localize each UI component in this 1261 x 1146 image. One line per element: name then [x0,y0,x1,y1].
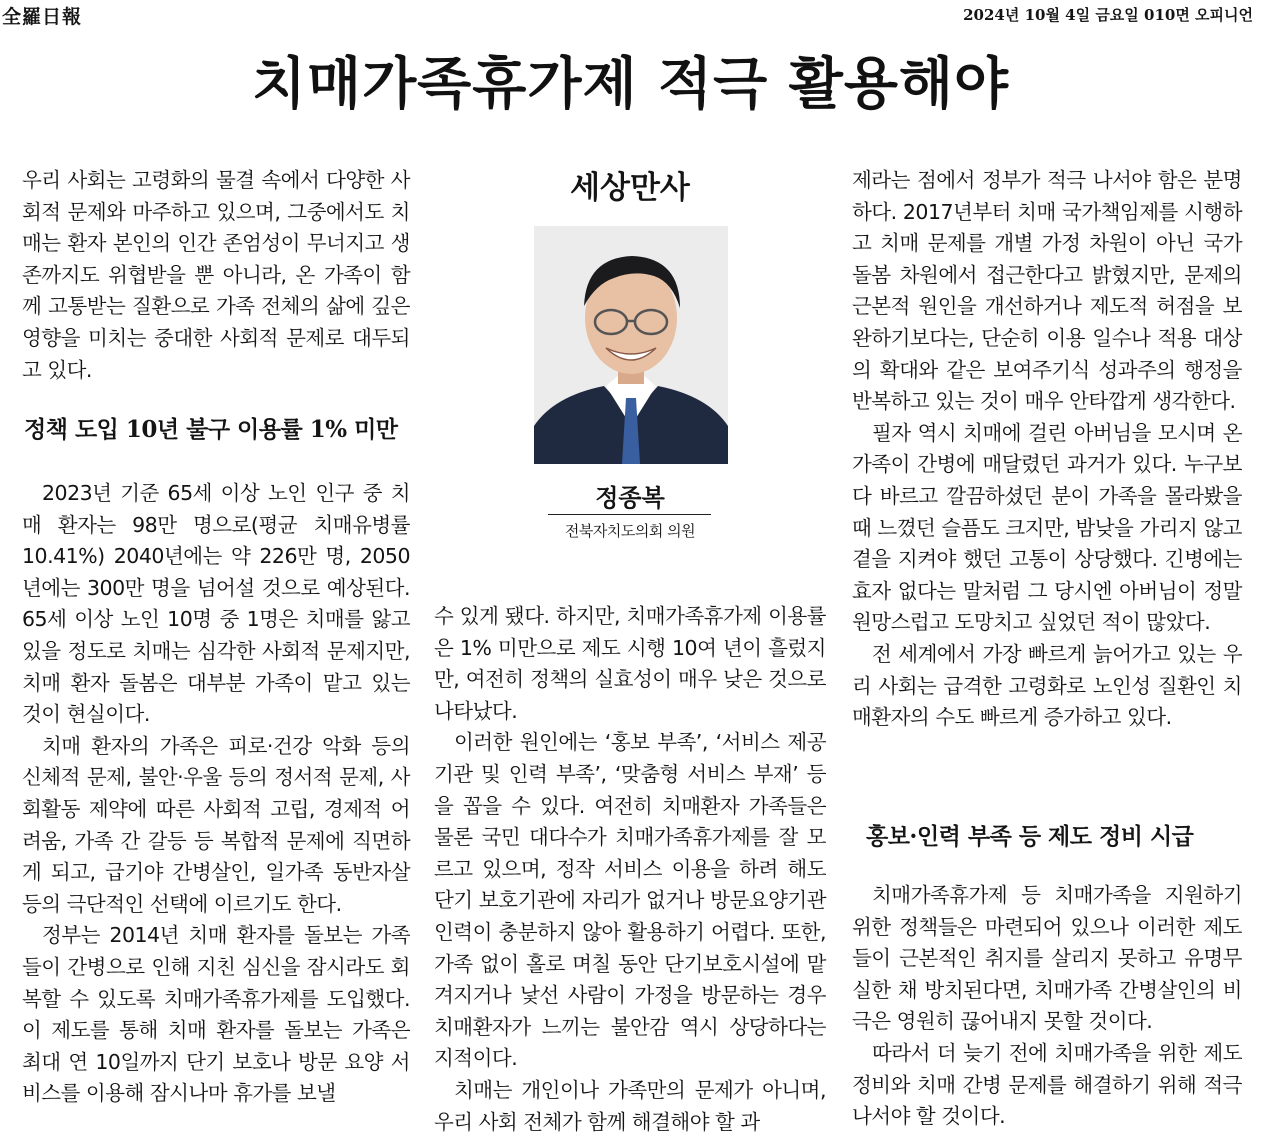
subheading-2: 홍보·인력 부족 등 제도 정비 시급 [866,823,1194,850]
paragraph: 정부는 2014년 치매 환자를 돌보는 가족들이 간병으로 인해 지친 심신을 잠시라도 회복할 수 있도록 치매가족휴가제를 도입했다. 이 제도를 통해 치매 환자를 돌보는 가족은 최대 연 10일까지 단기 보호나 방문 요양 서비스를 이용해 잠시나마 휴가를 보낼 [22,923,410,1106]
author-portrait-icon [534,226,728,464]
author-divider [548,514,711,515]
paragraph: 따라서 더 늦기 전에 치매가족을 위한 제도 정비와 치매 간병 문제를 해결하기 위해 적극 나서야 할 것이다. [852,1040,1242,1129]
column-1-body [22,478,410,1110]
author-name: 정종복 [595,484,665,512]
author-title: 전북자치도의회 의원 [564,522,696,540]
paragraph: 이러한 원인에는 ‘홍보 부족’, ‘서비스 제공 기관 및 인력 부족’, ‘맞춤형 서비스 부재’ 등을 꼽을 수 있다. 여전히 치매환자 가족들은 물론 국민 대다수가 치매가족휴가제를 잘 모르고 있으며, 정작 서비스 이용을 하려 해도 단기 보호기관에 자리가 없거나 방문요양기관 인력이 충분하지 않아 활용하기 어렵다. 또한, 가족 없이 홀로 며칠 동안 단기보호시설에 맡겨지거나 낯선 사람이 가정을 방문하는 경우 치매환자가 느끼는 불안감 역시 상당하다는 지적이다. [434,730,826,1071]
paragraph: 수 있게 됐다. 하지만, 치매가족휴가제 이용률은 1% 미만으로 제도 시행 10여 년이 흘렀지만, 여전히 정책의 실효성이 매우 낮은 것으로 나타났다. [434,604,826,723]
issue-date-page: 2024년 10월 4일 금요일 010면 오피니언 [963,6,1253,24]
paragraph: 치매 환자의 가족은 피로·건강 악화 등의 신체적 문제, 불안·우울 등의 정서적 문제, 사회활동 제약에 따른 사회적 고립, 경제적 어려움, 가족 간 갈등 등 복합적 문제에 직면하게 되고, 급기야 간병살인, 일가족 동반자살 등의 극단적인 선택에 이르기도 한다. [22,733,410,916]
paragraph: 치매가족휴가제 등 치매가족을 지원하기 위한 정책들은 마련되어 있으나 이러한 제도들이 근본적인 취지를 살리지 못하고 유명무실한 채 방치된다면, 치매가족 간병살인의 비극은 영원히 끊어내지 못할 것이다. [852,883,1242,1034]
column-1-intro [22,165,410,386]
masthead [0,0,1261,28]
article-headline: 치매가족휴가제 적극 활용해야 [251,52,1010,117]
portrait-drawing [534,226,728,464]
paragraph: 2023년 기준 65세 이상 노인 인구 중 치매 환자는 98만 명으로(평균 치매유병률 10.41%) 2040년에는 약 226만 명, 2050년에는 300만 명을 넘어설 것으로 예상된다. 65세 이상 노인 10명 중 1명은 치매를 앓고 있을 정도로 치매는 심각한 사회적 문제지만, 치매 환자 돌봄은 대부분 가족이 맡고 있는 것이 현실이다. [22,481,410,727]
paragraph: 전 세계에서 가장 빠르게 늙어가고 있는 우리 사회는 급격한 고령화로 노인성 질환인 치매환자의 수도 빠르게 증가하고 있다. [852,641,1242,730]
paragraph: 치매는 개인이나 가족만의 문제가 아니며, 우리 사회 전체가 함께 해결해야 할 과 [434,1077,826,1134]
column-3-conclusion [852,880,1242,1133]
column-2-body [434,601,826,1138]
paragraph: 제라는 점에서 정부가 적극 나서야 함은 분명하다. 2017년부터 치매 국가책임제를 시행하고 치매 문제를 개별 가정 차원이 아닌 국가 돌봄 차원에서 접근한다고 밝혔지만, 문제의 근본적 원인을 개선하거나 제도적 허점을 보완하기보다는, 단순히 이용 일수나 적용 대상의 확대와 같은 보여주기식 성과주의 행정을 반복하고 있는 것이 매우 안타깝게 생각한다. [852,168,1242,414]
newspaper-logo: 全羅日報 [2,6,83,28]
column-section-name: 세상만사 [570,170,690,206]
paragraph-intro: 우리 사회는 고령화의 물결 속에서 다양한 사회적 문제와 마주하고 있으며, 그중에서도 치매는 환자 본인의 인간 존엄성이 무너지고 생존까지도 위협받을 뿐 아니라, 온 가족이 함께 고통받는 질환으로 가족 전체의 삶에 깊은 영향을 미치는 중대한 사회적 문제로 대두되고 있다. [22,168,410,382]
paragraph: 필자 역시 치매에 걸린 아버님을 모시며 온 가족이 간병에 매달렸던 과거가 있다. 누구보다 바르고 깔끔하셨던 분이 가족을 몰라봤을 때 느꼈던 슬픔도 크지만, 밤낮을 가리지 않고 곁을 지켜야 했던 고통이 상당했다. 긴병에는 효자 없다는 말처럼 그 당시엔 아버님이 정말 원망스럽고 도망치고 싶었던 적이 많았다. [852,420,1242,635]
column-3-body [852,165,1242,734]
subheading-1: 정책 도입 10년 불구 이용률 1% 미만 [24,416,398,443]
